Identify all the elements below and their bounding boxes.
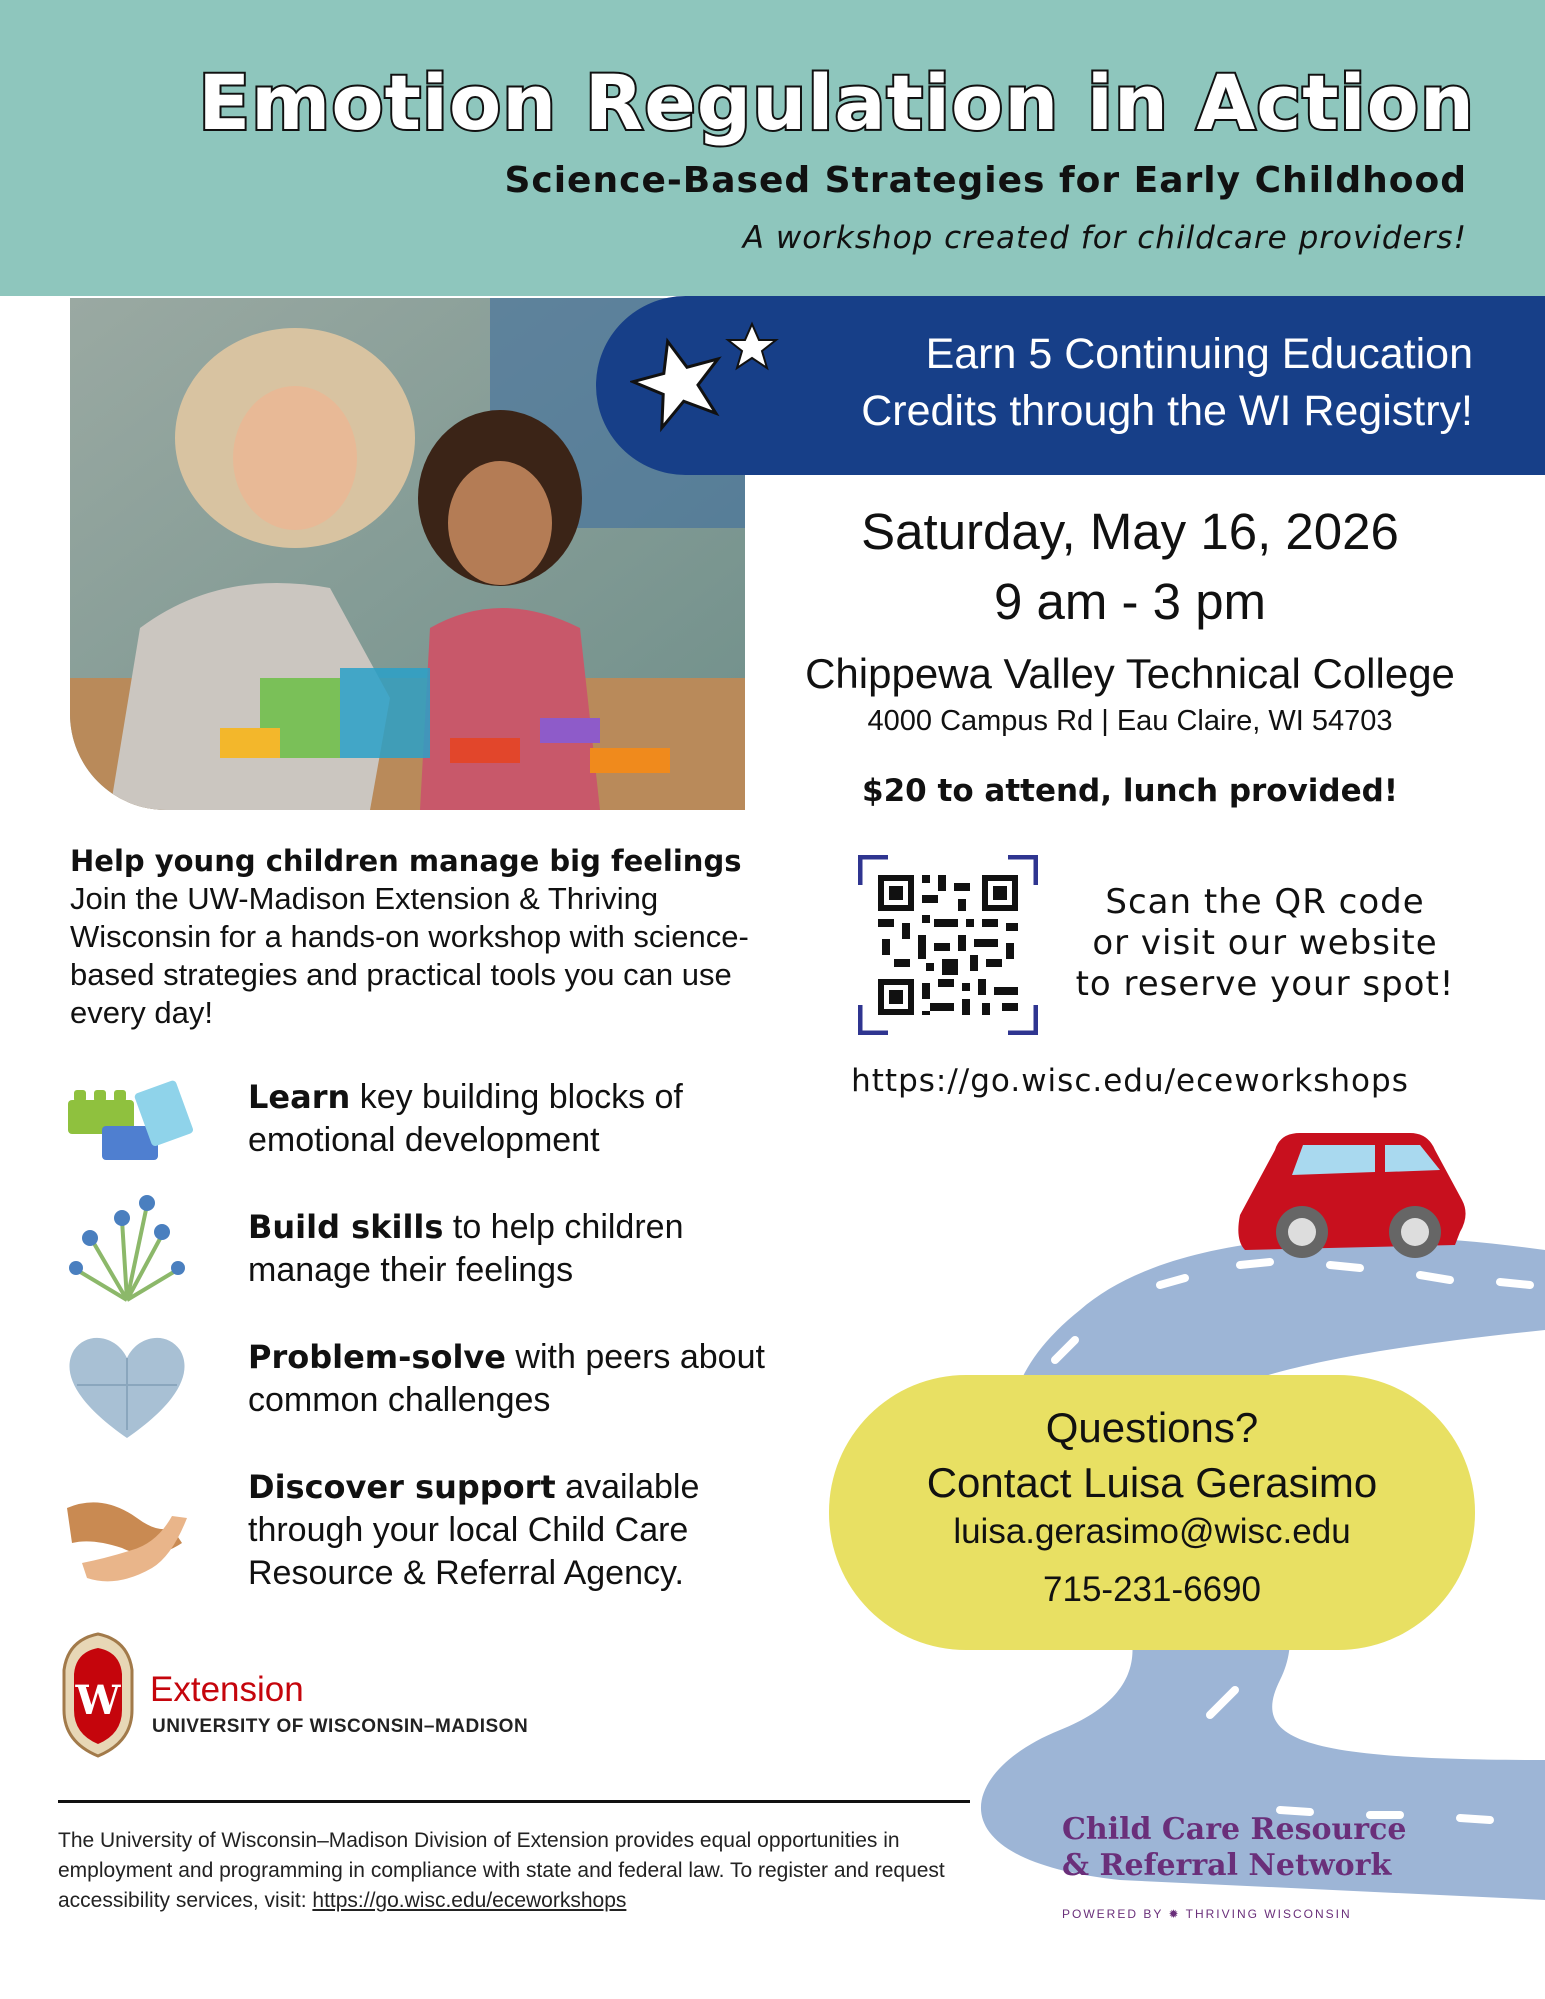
page-tagline: A workshop created for childcare providers! <box>742 220 1467 256</box>
contact-questions: Questions? <box>1045 1404 1259 1451</box>
registration-url[interactable]: https://go.wisc.edu/eceworkshops <box>851 1063 1409 1099</box>
uw-crest-icon <box>58 1630 138 1760</box>
car-icon <box>1238 1133 1465 1258</box>
event-address: 4000 Campus Rd | Eau Claire, WI 54703 <box>867 705 1393 737</box>
contact-name: Contact Luisa Gerasimo <box>926 1459 1378 1506</box>
scan-line-1: Scan the QR code <box>1105 882 1425 922</box>
ccr-logo-line-2: & Referral Network <box>1062 1848 1392 1883</box>
event-price: $20 to attend, lunch provided! <box>862 773 1398 809</box>
feature-learn-text: key building blocks of emotional development <box>248 1078 683 1159</box>
footer-link[interactable]: https://go.wisc.edu/eceworkshops <box>312 1889 627 1912</box>
feature-problem-solve <box>248 1336 768 1422</box>
feature-discover-support-bold: Discover support <box>248 1468 556 1506</box>
credits-line-2: Credits through the WI Registry! <box>861 387 1473 435</box>
event-venue: Chippewa Valley Technical College <box>805 650 1455 697</box>
uw-extension-label: Extension <box>150 1670 304 1709</box>
event-time: 9 am - 3 pm <box>993 573 1267 630</box>
scan-line-3: to reserve your spot! <box>1075 964 1455 1004</box>
contact-heading <box>829 1400 1475 1510</box>
flowers-icon <box>62 1190 192 1305</box>
page-subtitle: Science-Based Strategies for Early Childhood <box>504 160 1467 201</box>
feature-build-skills <box>248 1206 768 1292</box>
feature-build-skills-bold: Build skills <box>248 1208 444 1246</box>
feature-learn-bold: Learn <box>248 1078 351 1116</box>
feature-learn <box>248 1076 768 1162</box>
intro-heading: Help young children manage big feelings <box>70 844 742 878</box>
qr-code[interactable] <box>858 855 1038 1035</box>
ccr-powered-by: POWERED BY ✹ THRIVING WISCONSIN <box>1062 1907 1352 1921</box>
feature-build-skills-text: to help children manage their feelings <box>248 1208 684 1289</box>
feature-discover-support-text: available through your local Child Care Resource & Referral Agency. <box>248 1468 700 1592</box>
feature-discover-support <box>248 1466 768 1595</box>
footer-notice <box>58 1826 978 1916</box>
svg-text:W: W <box>75 1677 121 1724</box>
event-date: Saturday, May 16, 2026 <box>861 503 1399 560</box>
feature-problem-solve-text: with peers about common challenges <box>248 1338 765 1419</box>
qr-instructions <box>1060 882 1470 1005</box>
intro-block <box>70 842 770 1032</box>
holding-hands-icon <box>62 1488 192 1598</box>
scan-line-2: or visit our website <box>1092 923 1438 963</box>
contact-email[interactable]: luisa.gerasimo@wisc.edu <box>953 1512 1351 1551</box>
credits-line-1: Earn 5 Continuing Education <box>925 330 1473 378</box>
credits-text <box>740 326 1473 440</box>
page-title: Emotion Regulation in Action <box>198 58 1475 147</box>
uw-university-label: UNIVERSITY OF WISCONSIN–MADISON <box>152 1716 529 1737</box>
footer-text: The University of Wisconsin–Madison Division of Extension provides equal opportunities in employment and programming in compliance with state and federal law. To register and request accessibility services, visit: <box>58 1829 945 1912</box>
footer-divider <box>58 1800 970 1803</box>
building-blocks-icon <box>62 1070 197 1170</box>
feature-problem-solve-bold: Problem-solve <box>248 1338 506 1376</box>
puzzle-heart-icon <box>62 1330 192 1445</box>
contact-phone[interactable]: 715-231-6690 <box>1043 1570 1261 1609</box>
intro-body: Join the UW-Madison Extension & Thriving Wisconsin for a hands-on workshop with science-based strategies and practical tools you can use every day! <box>70 881 749 1030</box>
ccr-logo-line-1: Child Care Resource <box>1062 1812 1407 1847</box>
